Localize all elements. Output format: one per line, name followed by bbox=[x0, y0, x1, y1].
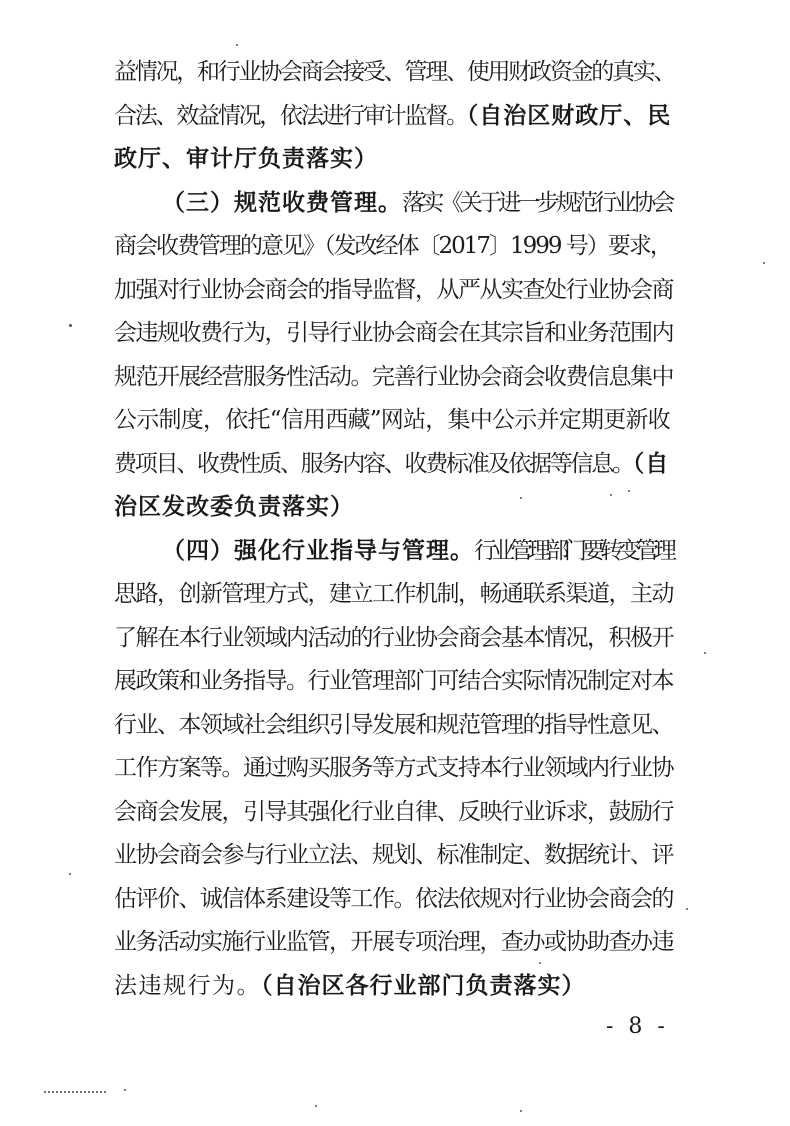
text-segment: 规范开展经营服务性活动。完善行业协会商会收费信息集中 bbox=[114, 364, 673, 390]
text-line bbox=[114, 318, 674, 348]
scan-speck bbox=[520, 1110, 522, 1112]
text-segment: 工作方案等。通过购买服务等方式支持本行业领域内行业协 bbox=[114, 755, 673, 781]
scan-speck bbox=[236, 44, 238, 46]
scan-speck bbox=[124, 1089, 126, 1091]
text-line bbox=[114, 797, 674, 827]
bold-text-segment: 政厅、审计厅负责落实） bbox=[114, 146, 378, 172]
text-segment: 会商会发展，引导其强化行业自律、反映行业诉求，鼓励行 bbox=[114, 799, 673, 825]
scan-speck bbox=[520, 497, 522, 499]
text-line bbox=[114, 492, 674, 522]
text-segment: 展政策和业务指导。行业管理部门可结合实际情况制定对本 bbox=[114, 668, 673, 694]
text-segment: 业协会商会参与行业立法、规划、标准制定、数据统计、评 bbox=[114, 842, 673, 868]
text-segment: 行业、本领域社会组织引导发展和规范管理的指导性意见、 bbox=[114, 712, 673, 738]
text-segment: 业务活动实施行业监管，开展专项治理，查办或协助查办违 bbox=[114, 929, 673, 955]
text-segment: 公示制度，依托“信用西藏”网站，集中公示并定期更新收 bbox=[114, 407, 671, 433]
scan-speck bbox=[628, 490, 630, 492]
text-line bbox=[114, 144, 674, 174]
text-segment: 落实《关于进一步规范行业协会 bbox=[402, 190, 672, 216]
bold-text-segment: （自治区财政厅、民 bbox=[466, 103, 672, 129]
text-line bbox=[114, 710, 674, 740]
text-line bbox=[114, 362, 674, 392]
scan-speck bbox=[704, 652, 706, 654]
text-line bbox=[162, 188, 674, 218]
text-line bbox=[114, 405, 674, 435]
scan-speck bbox=[539, 962, 541, 964]
text-segment: 商会收费管理的意见》（发改经体〔2017〕1999 号）要求， bbox=[114, 233, 671, 259]
text-line bbox=[114, 231, 674, 261]
text-line bbox=[114, 275, 674, 305]
scan-speck bbox=[763, 262, 765, 264]
scan-artifact-dots bbox=[44, 1091, 106, 1095]
text-line bbox=[114, 753, 674, 783]
bold-text-segment: （三）规范收费管理。 bbox=[162, 190, 402, 216]
text-segment: 会违规收费行为，引导行业协会商会在其宗旨和业务范围内 bbox=[114, 320, 673, 346]
text-segment: 法违规行为。 bbox=[114, 973, 261, 999]
scan-speck bbox=[69, 324, 72, 327]
bold-text-segment: （自治区各行业部门负责落实） bbox=[261, 973, 586, 999]
text-segment: 益情况，和行业协会商会接受、管理、使用财政资金的真实、 bbox=[114, 59, 675, 85]
scan-speck bbox=[610, 494, 612, 496]
text-segment: 费项目、收费性质、服务内容、收费标准及依据等信息。 bbox=[114, 451, 633, 477]
text-segment: 行业管理部门要转变管理 bbox=[474, 538, 672, 564]
text-segment: 加强对行业协会商会的指导监督，从严从实查处行业协会商 bbox=[114, 277, 673, 303]
text-line bbox=[114, 57, 674, 87]
text-segment: 合法、效益情况，依法进行审计监督。 bbox=[114, 103, 467, 129]
scan-speck bbox=[686, 908, 688, 910]
bold-text-segment: 治区发改委负责落实） bbox=[114, 494, 354, 520]
bold-text-segment: （四）强化行业指导与管理。 bbox=[162, 538, 474, 564]
text-line bbox=[114, 884, 674, 914]
scan-speck bbox=[69, 873, 71, 875]
text-line bbox=[114, 927, 674, 957]
text-line bbox=[114, 623, 674, 653]
scan-speck bbox=[315, 1105, 317, 1107]
bold-text-segment: （自 bbox=[632, 451, 670, 477]
page-number: - 8 - bbox=[606, 1014, 669, 1039]
text-line bbox=[114, 449, 674, 479]
text-line bbox=[114, 666, 674, 696]
text-line bbox=[114, 101, 674, 131]
text-segment: 估评价、诚信体系建设等工作。依法依规对行业协会商会的 bbox=[114, 886, 673, 912]
text-segment: 了解在本行业领域内活动的行业协会商会基本情况，积极开 bbox=[114, 625, 673, 651]
text-segment: 思路，创新管理方式，建立工作机制，畅通联系渠道，主动 bbox=[114, 581, 673, 607]
text-line bbox=[162, 536, 674, 566]
text-line bbox=[114, 579, 674, 609]
text-line bbox=[114, 971, 674, 1001]
text-line bbox=[114, 840, 674, 870]
